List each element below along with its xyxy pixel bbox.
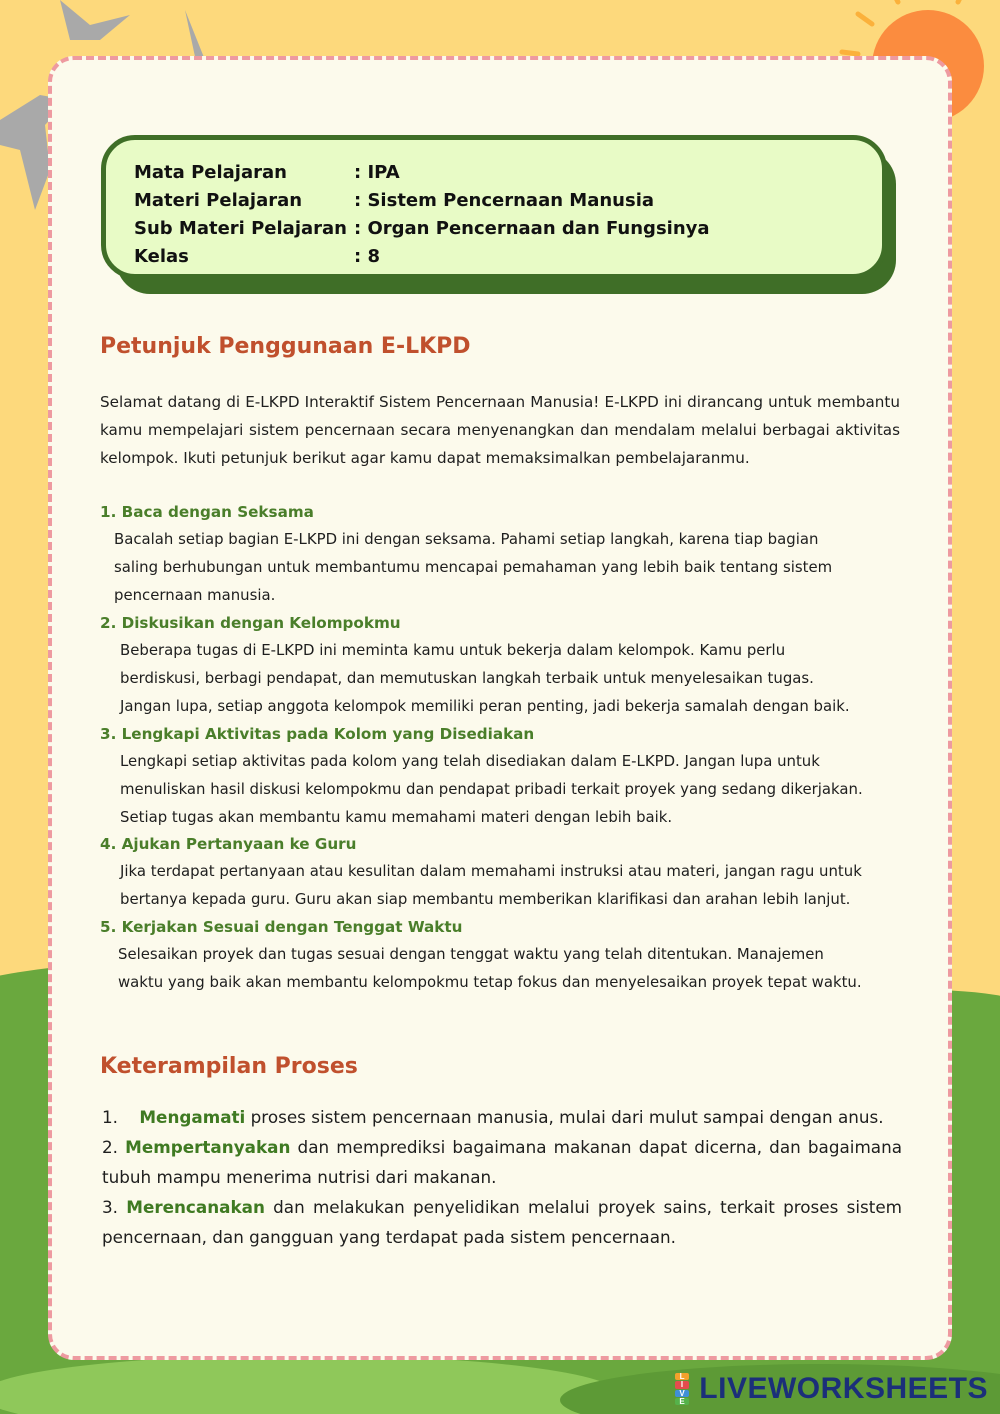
logo-letter: I: [675, 1381, 689, 1388]
skills-heading: Keterampilan Proses: [100, 1054, 358, 1079]
guide-item-title: 4. Ajukan Pertanyaan ke Guru: [100, 835, 357, 853]
info-label: Sub Materi Pelajaran: [134, 217, 347, 239]
subject-info-box: [101, 135, 887, 279]
guide-item-title: 3. Lengkapi Aktivitas pada Kolom yang Disediakan: [100, 725, 535, 743]
info-label: Mata Pelajaran: [134, 161, 287, 183]
skill-text: dan memprediksi bagaimana makanan dapat dicerna, dan bagaimana tubuh mampu menerima nutrisi dari makanan.: [102, 1137, 902, 1187]
info-row-class: [134, 242, 882, 270]
guide-item-line: Beberapa tugas di E-LKPD ini meminta kamu untuk bekerja dalam kelompok. Kamu perlu: [120, 641, 786, 659]
guide-item-line: waktu yang baik akan membantu kelompokmu tetap fokus dan menyelesaikan proyek tepat waktu.: [118, 972, 862, 991]
logo-letter: V: [675, 1390, 689, 1397]
guide-intro: Selamat datang di E-LKPD Interaktif Sistem Pencernaan Manusia! E-LKPD ini dirancang untuk membantu kamu mempelajari sistem pencernaan secara menyenangkan dan mendalam melalui berbagai aktivitas kelompok. Ikuti petunjuk berikut agar kamu dapat memaksimalkan pembelajaranmu.: [100, 393, 900, 467]
liveworksheets-logo-icon: [675, 1373, 695, 1405]
guide-item-body: [120, 748, 910, 831]
skill-text: proses sistem pencernaan manusia, mulai dari mulut sampai dengan anus.: [245, 1107, 884, 1127]
info-row-material: [134, 186, 882, 214]
guide-item-line: berdiskusi, berbagi pendapat, dan memutuskan langkah terbaik untuk menyelesaikan tugas.: [120, 668, 814, 687]
skills-list: [102, 1102, 902, 1252]
skill-keyword: Merencanakan: [126, 1197, 265, 1217]
skill-number: 2.: [102, 1137, 119, 1157]
info-value: : Sistem Pencernaan Manusia: [354, 189, 655, 211]
guide-item-title: 5. Kerjakan Sesuai dengan Tenggat Waktu: [100, 918, 463, 936]
skill-keyword: Mempertanyakan: [125, 1137, 291, 1157]
logo-letter: E: [675, 1398, 689, 1405]
info-row-subject: [134, 158, 882, 186]
skill-text: dan melakukan penyelidikan melalui proyek sains, terkait proses sistem pencernaan, dan gangguan yang terdapat pada sistem pencernaan.: [102, 1197, 902, 1247]
guide-item-line: menuliskan hasil diskusi kelompokmu dan pendapat pribadi terkait proyek yang sedang dikerjakan.: [120, 779, 863, 798]
guide-item-body: [120, 858, 910, 914]
guide-item-line: Bacalah setiap bagian E-LKPD ini dengan seksama. Pahami setiap langkah, karena tiap bagian: [114, 530, 819, 548]
skill-item: [102, 1102, 902, 1132]
guide-item-line: Lengkapi setiap aktivitas pada kolom yang telah disediakan dalam E-LKPD. Jangan lupa untuk: [120, 752, 820, 770]
info-label: Materi Pelajaran: [134, 189, 303, 211]
skill-item: [102, 1132, 902, 1192]
skill-item: [102, 1192, 902, 1252]
guide-heading: Petunjuk Penggunaan E-LKPD: [100, 334, 471, 359]
guide-item-line: Jangan lupa, setiap anggota kelompok memiliki peran penting, jadi bekerja samalah dengan baik.: [120, 696, 850, 715]
skill-number: 1.: [102, 1107, 119, 1127]
guide-item-line: saling berhubungan untuk membantumu mencapai pemahaman yang lebih baik tentang sistem: [114, 557, 833, 576]
guide-item-line: pencernaan manusia.: [114, 585, 276, 604]
guide-item-line: Jika terdapat pertanyaan atau kesulitan dalam memahami instruksi atau materi, jangan ragu untuk: [120, 862, 862, 880]
guide-item-body: [114, 526, 904, 609]
info-value: : Organ Pencernaan dan Fungsinya: [354, 217, 710, 239]
guide-item-line: bertanya kepada guru. Guru akan siap membantu memberikan klarifikasi dan arahan lebih lanjut.: [120, 889, 851, 908]
info-value: : 8: [354, 245, 380, 267]
guide-item-line: Selesaikan proyek dan tugas sesuai dengan tenggat waktu yang telah ditentukan. Manajemen: [118, 945, 824, 963]
brand-name: LIVEWORKSHEETS: [699, 1372, 988, 1405]
skill-number: 3.: [102, 1197, 119, 1217]
info-value: : IPA: [354, 161, 400, 183]
guide-item-body: [118, 941, 908, 997]
liveworksheets-logo[interactable]: [675, 1372, 988, 1406]
guide-item-line: Setiap tugas akan membantu kamu memahami materi dengan lebih baik.: [120, 807, 673, 826]
guide-item-body: [120, 637, 910, 720]
guide-item-title: 2. Diskusikan dengan Kelompokmu: [100, 614, 401, 632]
skill-keyword: Mengamati: [139, 1107, 246, 1127]
logo-letter: L: [675, 1373, 689, 1380]
info-row-sub-material: [134, 214, 882, 242]
info-label: Kelas: [134, 245, 189, 267]
guide-item-title: 1. Baca dengan Seksama: [100, 503, 314, 521]
